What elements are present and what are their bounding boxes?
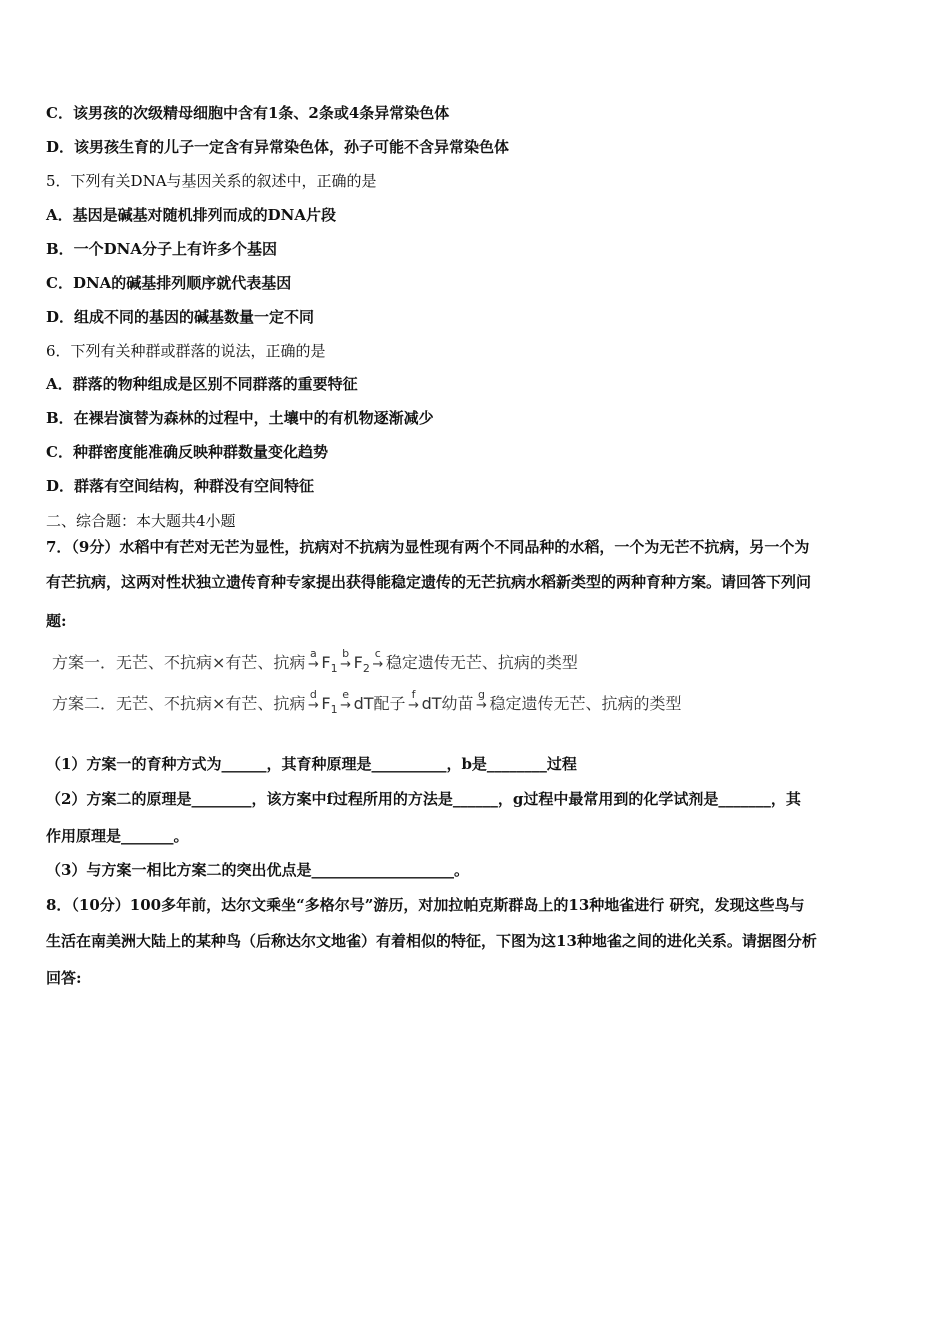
scheme-one-prefix: 方案一．无芒、不抗病×有芒、抗病 [52, 653, 306, 672]
q7-sub2-line1: （2）方案二的原理是________，该方案中f过程所用的方法是______，g过程中最常用到的化学试剂是_______，其 [46, 790, 801, 808]
scheme-one: 方案一．无芒、不抗病×有芒、抗病 a → $F_1$ b → $F_2$ c → 稳定遗传无芒、抗病的类型 [52, 647, 578, 676]
q6-option-d: D．群落有空间结构，种群没有空间特征 [46, 477, 315, 495]
q7-stem-line2: 有芒抗病，这两对性状独立遗传育种专家提出获得能稳定遗传的无芒抗病水稻新类型的两种育种方案。请回答下列问 [46, 573, 812, 591]
arrow-f: f → [408, 688, 420, 713]
arrow-d: d → [307, 688, 319, 713]
arrow-c: c → [372, 647, 384, 672]
q8-stem-line1: 8．（10分）100多年前，达尔文乘坐“多格尔号”游历，对加拉帕克斯群岛上的13种地雀进行 研究，发现这些鸟与 [46, 896, 805, 914]
q4-option-d: D．该男孩生育的儿子一定含有异常染色体，孙子可能不含异常染色体 [46, 138, 510, 156]
q6-option-c: C．种群密度能准确反映种群数量变化趋势 [46, 443, 328, 461]
q8-stem-line2: 生活在南美洲大陆上的某种鸟（后称达尔文地雀）有着相似的特征，下图为这13种地雀之间的进化关系。请据图分析 [46, 932, 817, 950]
q7-stem-line3: 题: [46, 612, 67, 630]
q5-option-c: C．DNA的碱基排列顺序就代表基因 [46, 274, 292, 292]
arrow-e: e → [340, 688, 352, 713]
scheme-two-prefix: 方案二．无芒、不抗病×有芒、抗病 [52, 694, 306, 713]
q5-option-d: D．组成不同的基因的碱基数量一定不同 [46, 308, 315, 326]
q8-stem-line3: 回答: [46, 969, 82, 987]
q5-option-b: B．一个DNA分子上有许多个基因 [46, 240, 278, 258]
arrow-g: g → [476, 688, 487, 713]
q5-stem: 5．下列有关DNA与基因关系的叙述中，正确的是 [46, 172, 377, 190]
q7-sub2-line2: 作用原理是_______。 [46, 827, 189, 845]
q6-option-a: A．群落的物种组成是区别不同群落的重要特征 [46, 375, 358, 393]
q7-sub3: （3）与方案一相比方案二的突出优点是___________________。 [46, 861, 469, 879]
q6-option-b: B．在裸岩演替为森林的过程中，土壤中的有机物逐渐减少 [46, 409, 434, 427]
q7-sub1: （1）方案一的育种方式为______，其育种原理是__________，b是________过程 [46, 755, 577, 773]
scheme-two: 方案二．无芒、不抗病×有芒、抗病 d → $F_1$ e → dT配子 f → dT幼苗 g → 稳定遗传无芒、抗病的类型 [52, 688, 682, 717]
q4-option-c: C．该男孩的次级精母细胞中含有1条、2条或4条异常染色体 [46, 104, 450, 122]
scheme-two-suffix: 稳定遗传无芒、抗病的类型 [489, 694, 682, 713]
q6-stem: 6．下列有关种群或群落的说法，正确的是 [46, 342, 326, 360]
arrow-a: a → [307, 647, 319, 672]
arrow-b: b → [340, 647, 352, 672]
q7-stem-line1: 7．（9分）水稻中有芒对无芒为显性，抗病对不抗病为显性现有两个不同品种的水稻，一个为无芒不抗病，另一个为 [46, 538, 810, 556]
section-heading: 二、综合题：本大题共4小题 [46, 512, 236, 530]
q5-option-a: A．基因是碱基对随机排列而成的DNA片段 [46, 206, 336, 224]
scheme-one-suffix: 稳定遗传无芒、抗病的类型 [385, 653, 578, 672]
